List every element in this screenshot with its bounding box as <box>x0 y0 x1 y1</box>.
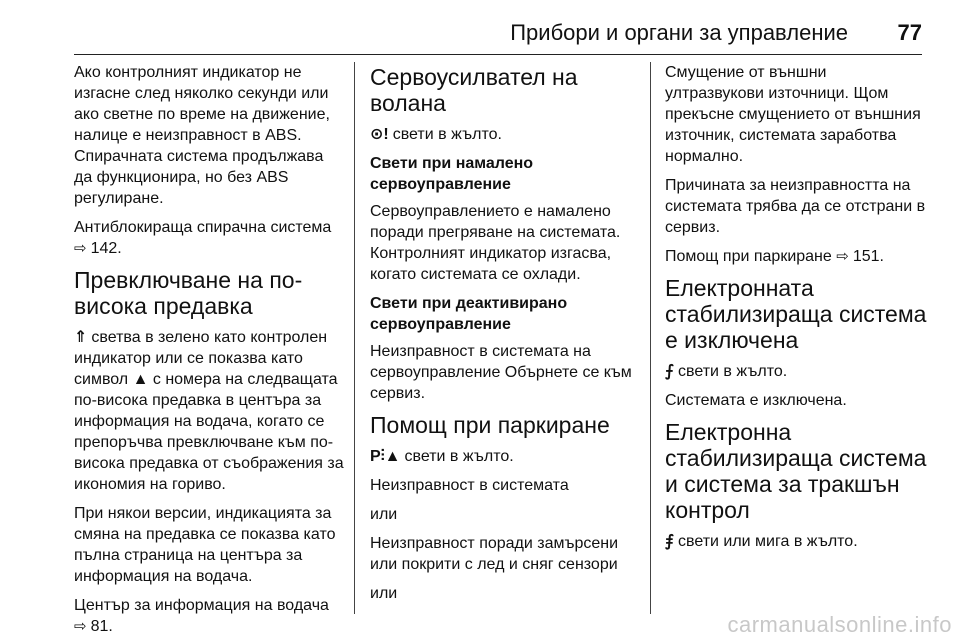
section-heading: Електронна стабилизираща система и система за тракшън контрол <box>665 419 927 523</box>
paragraph <box>74 595 346 637</box>
paragraph: Сервоуправлението е намалено поради прегряване на системата. Контролният индикатор изгасва, когато системата се охлади. <box>370 203 621 283</box>
paragraph <box>665 246 927 267</box>
column-3 <box>665 62 927 612</box>
section-heading: Помощ при паркиране <box>370 412 610 438</box>
arrow-ref-icon: ⇨ <box>836 248 849 265</box>
subheading: Свети при деактивирано сервоуправление <box>370 295 568 333</box>
paragraph: Неизправност в системата <box>370 477 569 494</box>
paragraph: При някои версии, индикацията за смяна на предавка се показва като пълна страница на центъра за информация на водача. <box>74 505 336 585</box>
page-number: 77 <box>897 20 922 45</box>
paragraph: Неизправност в системата на сервоуправление Обърнете се към сервиз. <box>370 343 632 402</box>
paragraph <box>370 124 638 145</box>
parking-assist-icon: P⫶▲ <box>370 448 401 465</box>
arrow-ref-icon: ⇨ <box>74 618 87 635</box>
page-header <box>0 0 960 54</box>
paragraph: Причината за неизправността на системата трябва да се отстрани в сервиз. <box>665 177 926 236</box>
column-1 <box>74 62 346 635</box>
paragraph-text: Антиблокираща спирачна система <box>74 219 332 236</box>
subheading: Свети при намалено сервоуправление <box>370 155 534 193</box>
paragraph-text: свети или мига в жълто. <box>678 533 858 550</box>
page-reference[interactable]: 151. <box>852 248 884 265</box>
upshift-icon: ⇑ <box>74 329 88 346</box>
header-rule <box>74 54 922 55</box>
paragraph: Ако контролният индикатор не изгасне след няколко секунди или ако светне по време на движение, налице е неизправност в ABS. Спирачната система продължава да функционира, но без ABS регулиране. <box>74 64 330 207</box>
esc-off-icon: ⨍ <box>665 363 674 380</box>
paragraph-text: свети в жълто. <box>404 448 514 465</box>
section-heading: Превключване на по-висока предавка <box>74 267 303 319</box>
column-divider <box>354 62 355 614</box>
arrow-ref-icon: ⇨ <box>74 240 87 257</box>
paragraph-text: свети в жълто. <box>392 126 502 143</box>
paragraph <box>665 531 927 552</box>
paragraph: Смущение от външни ултразвукови източници. Щом прекъсне смущението от външния източник, системата заработва нормално. <box>665 64 921 165</box>
section-heading: Сервоусилвател на волана <box>370 64 578 116</box>
paragraph-text: Център за информация на водача <box>74 597 329 614</box>
paragraph <box>370 446 638 467</box>
esc-icon: ⨎ <box>665 533 674 550</box>
paragraph: Неизправност поради замърсени или покрити с лед и сняг сензори <box>370 535 619 573</box>
paragraph: Системата е изключена. <box>665 392 847 409</box>
paragraph-text: свети в жълто. <box>678 363 788 380</box>
header-title: Прибори и органи за управление <box>510 20 848 45</box>
paragraph <box>74 327 346 495</box>
steering-warning-icon: ⊙! <box>370 126 389 143</box>
column-divider <box>650 62 651 614</box>
paragraph: или <box>370 585 398 602</box>
column-2 <box>370 62 638 612</box>
paragraph <box>665 361 927 382</box>
paragraph-text: светва в зелено като контролен индикатор или се показва като символ ▲ с номера на следващата по-висока предавка в центъра за информация на водача, когато се препоръчва превключване към по-висока предавка от съображения за икономия на гориво. <box>74 329 344 493</box>
page-reference[interactable]: 81. <box>90 618 113 635</box>
section-heading: Електронната стабилизираща система е изключена <box>665 275 927 353</box>
page-reference[interactable]: 142. <box>90 240 122 257</box>
paragraph: или <box>370 506 398 523</box>
paragraph <box>74 217 346 259</box>
watermark: carmanualsonline.info <box>727 612 952 637</box>
paragraph-text: Помощ при паркиране <box>665 248 832 265</box>
